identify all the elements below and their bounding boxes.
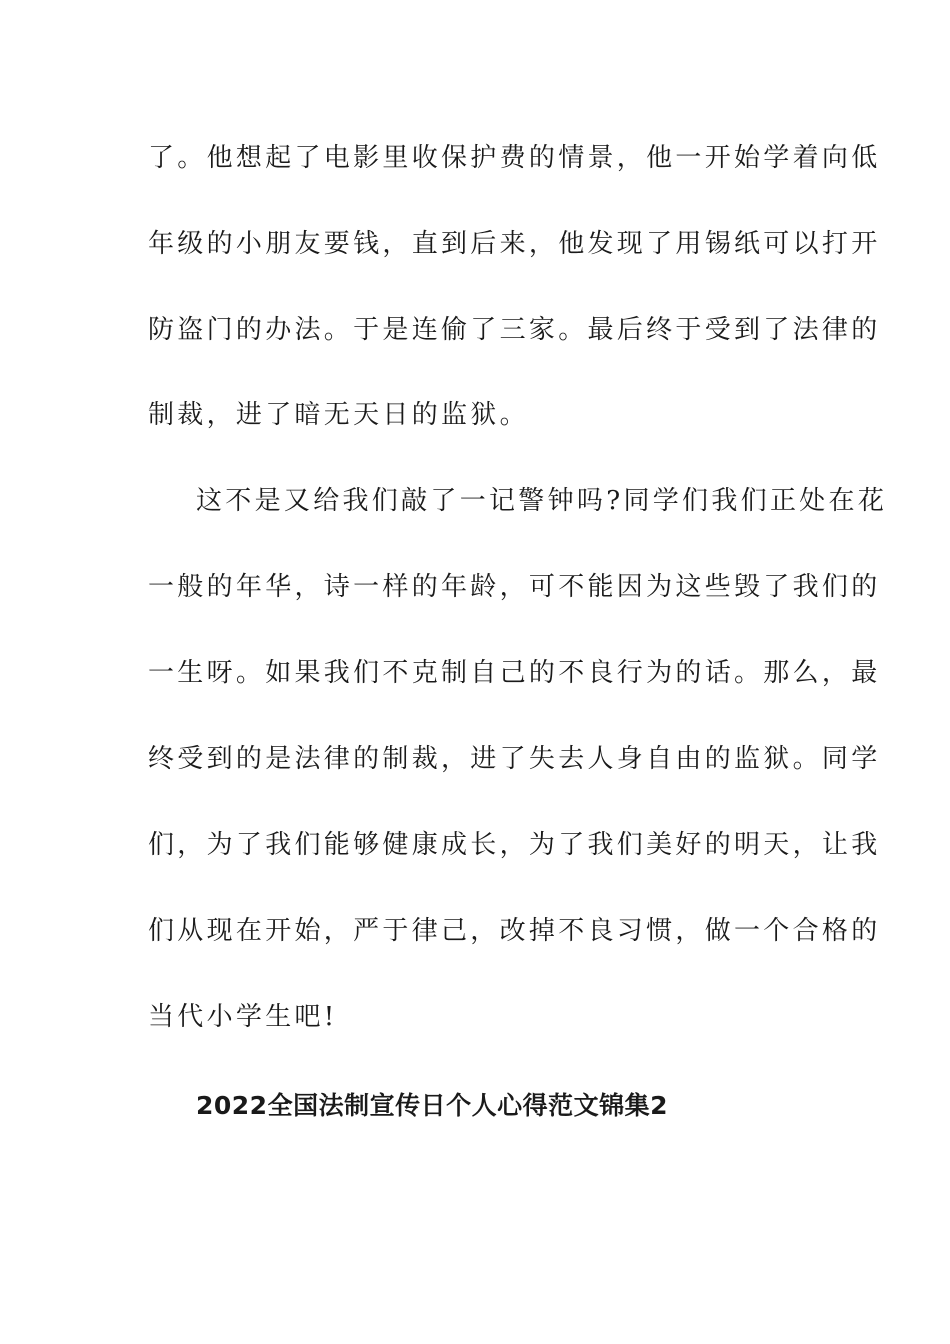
paragraph-line: 年级的小朋友要钱，直到后来，他发现了用锡纸可以打开	[148, 229, 881, 259]
paragraph-line: 了。他想起了电影里收保护费的情景，他一开始学着向低	[148, 143, 881, 173]
paragraph-line: 防盗门的办法。于是连偷了三家。最后终于受到了法律的	[148, 315, 881, 345]
paragraph-line: 们，为了我们能够健康成长，为了我们美好的明天，让我	[148, 830, 881, 860]
paragraph-line: 们从现在开始，严于律己，改掉不良习惯，做一个合格的	[148, 916, 881, 946]
paragraph-line: 当代小学生吧!	[148, 1002, 338, 1032]
paragraph-line: 一生呀。如果我们不克制自己的不良行为的话。那么，最	[148, 658, 881, 688]
paragraph-line: 一般的年华，诗一样的年龄，可不能因为这些毁了我们的	[148, 572, 881, 602]
paragraph-line: 制裁，进了暗无天日的监狱。	[148, 400, 529, 430]
section-heading: 2022全国法制宣传日个人心得范文锦集2	[196, 1091, 668, 1120]
paragraph-line: 终受到的是法律的制裁，进了失去人身自由的监狱。同学	[148, 744, 881, 774]
paragraph-line: 这不是又给我们敲了一记警钟吗?同学们我们正处在花	[196, 486, 888, 516]
